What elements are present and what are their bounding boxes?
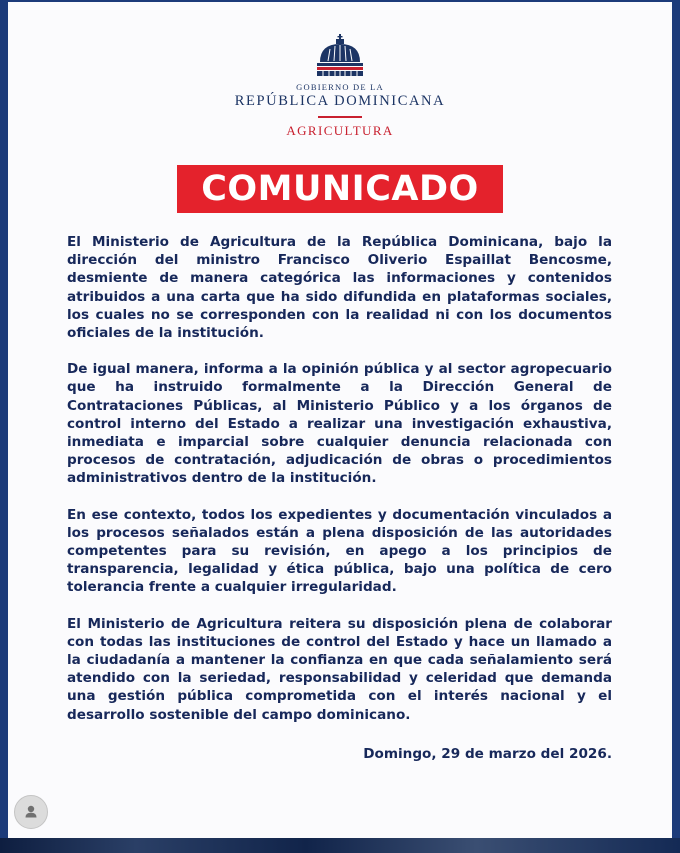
paragraph: De igual manera, informa a la opinión pública y al sector agropecuario que ha instruido formalmente a la Dirección General de Contrataciones Públicas, al Ministerio Público y a los órganos de control interno del Estado a realizar una investigación exhaustiva, inmediata e imparcial sobre cualquier denuncia relacionada con procesos de contratación, adjudicación de obras o procedimientos administrativos dentro de la institución.	[67, 361, 612, 487]
bottom-image-strip	[0, 838, 680, 853]
date-signature: Domingo, 29 de marzo del 2026.	[363, 746, 612, 762]
comunicado-title: COMUNICADO	[177, 165, 503, 213]
user-avatar[interactable]	[14, 795, 48, 829]
republica-label: REPÚBLICA DOMINICANA	[234, 93, 446, 109]
user-avatar-icon	[15, 796, 47, 828]
government-logo	[8, 34, 672, 139]
communique-card	[8, 2, 672, 838]
logo-divider	[318, 116, 362, 118]
communique-body	[67, 233, 612, 742]
paragraph: En ese contexto, todos los expedientes y documentación vinculados a los procesos señalados están a plena disposición de las autoridades competentes para su revisión, en apego a los principios de transparencia, legalidad y ética pública, bajo una política de cero tolerancia frente a cualquier irregularidad.	[67, 506, 612, 596]
ministry-label: AGRICULTURA	[286, 123, 394, 138]
dome-emblem-icon	[314, 34, 366, 78]
gobierno-label: GOBIERNO DE LA	[296, 82, 384, 92]
paragraph: El Ministerio de Agricultura reitera su disposición plena de colaborar con todas las instituciones de control del Estado y hace un llamado a la ciudadanía a mantener la confianza en que cada señalamiento será atendido con la seriedad, responsabilidad y celeridad que demanda una gestión pública comprometida con el interés nacional y el desarrollo sostenible del campo dominicano.	[67, 615, 612, 723]
paragraph: El Ministerio de Agricultura de la República Dominicana, bajo la dirección del ministro Francisco Oliverio Espaillat Bencosme, desmiente de manera categórica las informaciones y contenidos atribuidos a una carta que ha sido difundida en plataformas sociales, los cuales no se corresponden con la realidad ni con los documentos oficiales de la institución.	[67, 234, 612, 342]
